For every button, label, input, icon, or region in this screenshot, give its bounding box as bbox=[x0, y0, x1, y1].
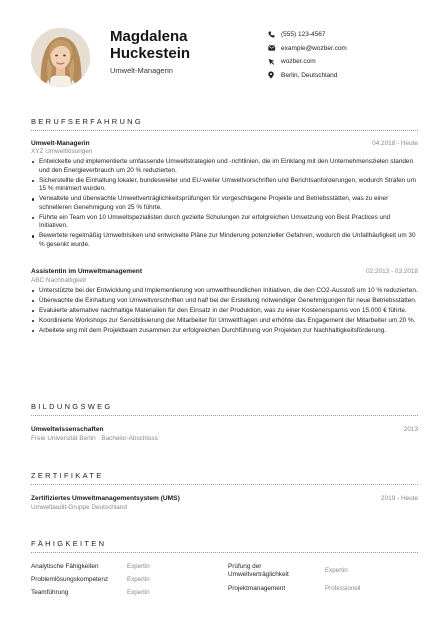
list-item: Arbeitete eng mit dem Projektteam zusammen zur erfolgreichen Durchführung von Projekten zur Nachhaltigkeitsförderung. bbox=[31, 327, 418, 336]
contact-block bbox=[268, 28, 428, 82]
section-title-experience: BERUFSERFAHRUNG bbox=[31, 117, 144, 126]
name-first: Magdalena bbox=[110, 28, 188, 45]
job-title: Umwelt-Managerin bbox=[31, 140, 90, 147]
list-item: Sicherstellte die Einhaltung lokaler, bundesweiter und EU-weiter Umweltvorschriften und Berichtsanforderungen, wodurch Strafen um 15 % minimiert wurden. bbox=[31, 177, 418, 194]
section-divider bbox=[31, 130, 418, 131]
list-item: Verwaltete und überwachte Umweltverträglichkeitsprüfungen für vorgeschlagene Projekte und Betriebsstätten, was zu einer schnelleren Genehmigung von 25 % führte. bbox=[31, 195, 418, 212]
skill-name: Projektmanagement bbox=[228, 585, 286, 592]
education-dates: 2013 bbox=[403, 426, 418, 433]
section-divider bbox=[31, 484, 418, 485]
list-item: Führte ein Team von 10 Umweltspezialisten durch gezielte Schulungen zur erfolgreichen Umsetzung von Best Practices und Initiativen. bbox=[31, 214, 418, 231]
list-item: Überwachte die Einhaltung von Umweltvorschriften und half bei der Erstellung notwendiger Genehmigungen für neue Betriebsstätten. bbox=[31, 297, 418, 306]
skill-name: Teamführung bbox=[31, 589, 69, 596]
profile-photo bbox=[31, 28, 90, 87]
skill-level: Expertin bbox=[127, 576, 150, 583]
email-text[interactable]: example@wozber.com bbox=[281, 44, 347, 52]
skill-level: Expertin bbox=[127, 563, 150, 570]
certificate-issuer: Umweltaudit-Gruppe Deutschland bbox=[31, 504, 127, 511]
section-title-skills: FÄHIGKEITEN bbox=[31, 539, 107, 548]
certificate-title: Zertifiziertes Umweltmanagementsystem (UMS) bbox=[31, 495, 180, 502]
skill-level: Expertin bbox=[127, 589, 150, 596]
envelope-icon bbox=[268, 45, 280, 51]
job-company: XYZ Umweltlösungen bbox=[31, 148, 93, 155]
job-bullets bbox=[31, 287, 418, 337]
education-institution: Freie Universität Berlin · Bachelor-Abschluss bbox=[31, 435, 158, 442]
list-item: Unterstützte bei der Entwicklung und Implementierung von umweltfreundlichen Initiativen, die den CO2-Ausstoß um 10 % reduzierten. bbox=[31, 287, 418, 296]
skill-name: Analytische Fähigkeiten bbox=[31, 563, 99, 570]
candidate-name bbox=[110, 28, 260, 62]
skill-name: Problemlösungskompetenz bbox=[31, 576, 109, 583]
job-company: ABC Nachhaltigkeit bbox=[31, 277, 87, 284]
job-bullets bbox=[31, 158, 418, 251]
map-pin-icon bbox=[268, 71, 280, 79]
contact-website bbox=[268, 55, 428, 69]
job-dates: 02.2013 - 03.2018 bbox=[366, 268, 418, 275]
contact-phone bbox=[268, 28, 428, 42]
list-item: Koordinierte Workshops zur Sensibilisierung der Mitarbeiter für Umweltfragen und erhöhte das Engagement der Mitarbeiter um 20 %. bbox=[31, 317, 418, 326]
job-title: Assistentin im Umweltmanagement bbox=[31, 268, 143, 275]
education-title: Umweltwissenschaften bbox=[31, 426, 104, 433]
skill-level: Professionell bbox=[325, 585, 361, 592]
cursor-icon bbox=[268, 58, 280, 65]
skill-level: Expertin bbox=[325, 567, 348, 574]
list-item: Evaluierte alternative nachhaltige Materialien für den Einsatz in der Produktion, was zu einer Kostenersparnis von 15.000 € führte. bbox=[31, 307, 418, 316]
contact-location bbox=[268, 69, 428, 83]
certificate-dates: 2019 - Heute bbox=[381, 495, 418, 502]
list-item: Bewertete regelmäßig Umweltrisiken und entwickelte Pläne zur Minderung potenzieller Gefahren, wodurch die Unfallhäufigkeit um 30 % gesenkt wurde. bbox=[31, 232, 418, 249]
location-text: Berlin, Deutschland bbox=[281, 71, 338, 79]
name-last: Huckestein bbox=[110, 45, 191, 62]
phone-icon bbox=[268, 31, 280, 38]
job-role: Umwelt-Managerin bbox=[110, 66, 173, 75]
list-item: Entwickelte und implementierte umfassende Umweltstrategien und -richtlinien, die im Einklang mit den Unternehmenszielen standen und den Energieverbrauch um 20 % reduzierten. bbox=[31, 158, 418, 175]
contact-email bbox=[268, 42, 428, 56]
section-divider bbox=[31, 552, 418, 553]
website-text[interactable]: wozber.com bbox=[281, 58, 316, 66]
section-title-certificates: ZERTIFIKATE bbox=[31, 471, 104, 480]
phone-text[interactable]: (555) 123-4567 bbox=[281, 31, 326, 39]
section-title-education: BILDUNGSWEG bbox=[31, 402, 113, 411]
job-dates: 04.2018 - Heute bbox=[372, 140, 418, 147]
skill-name: Prüfung der Umweltverträglichkeit bbox=[228, 563, 289, 578]
section-divider bbox=[31, 415, 418, 416]
